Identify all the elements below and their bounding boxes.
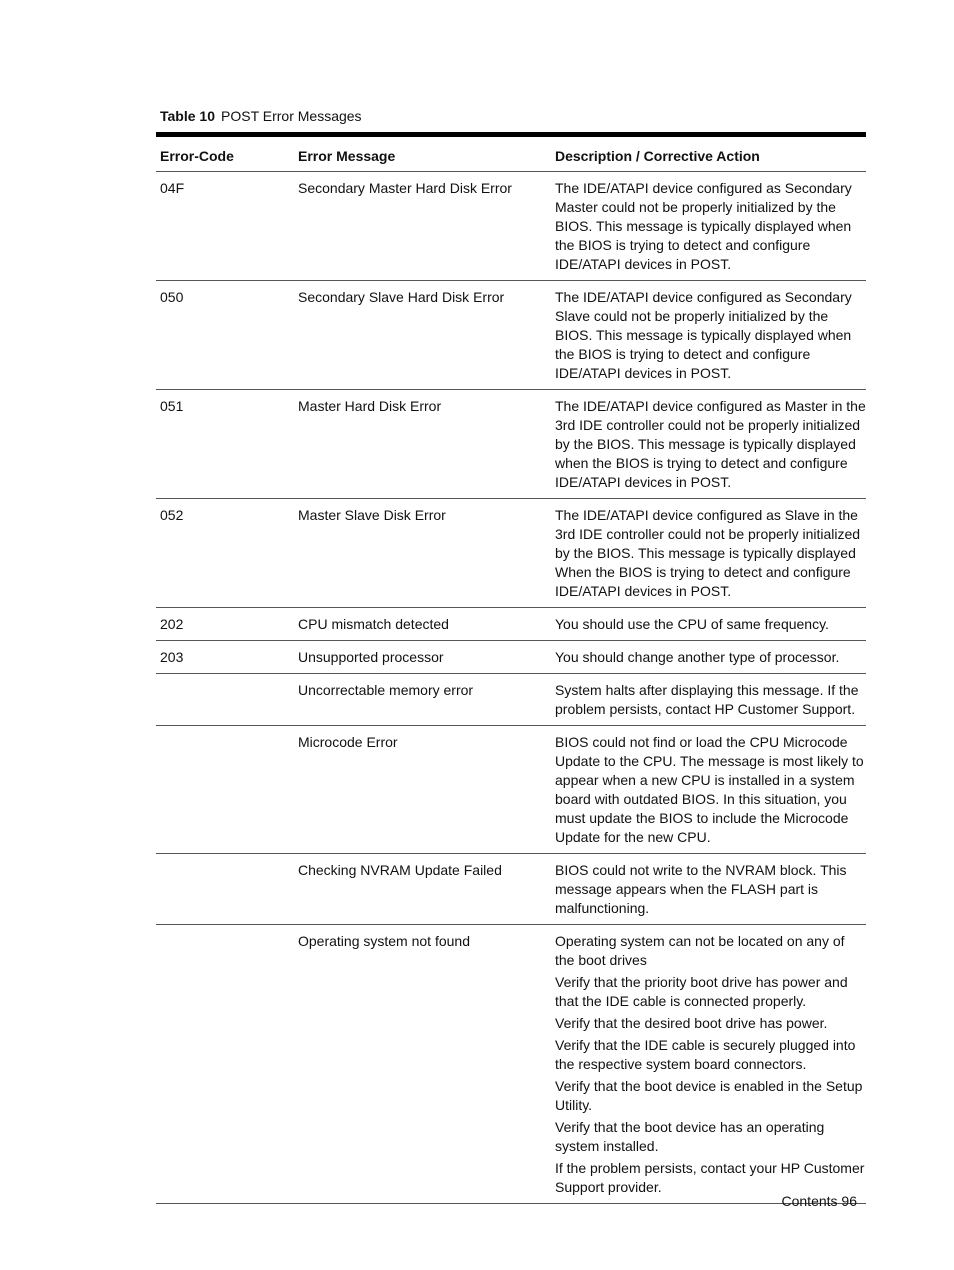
error-message-cell: Checking NVRAM Update Failed [298,862,502,878]
description-cell [551,641,866,673]
error-code-cell: 202 [160,616,184,632]
description-cell [551,726,866,853]
post-error-table [156,132,866,1204]
description-paragraph: You should change another type of processor. [555,649,840,665]
description-cell [551,854,866,924]
description-paragraph: If the problem persists, contact your HP Customer Support provider. [555,1160,865,1195]
header-error-message: Error Message [298,148,396,164]
error-code-cell: 052 [160,507,184,523]
error-message-cell: Microcode Error [298,734,398,750]
error-code-cell [156,726,294,853]
table-body [156,172,866,1204]
table-row [156,674,866,726]
table-row [156,854,866,925]
table-header-row [156,137,866,172]
table-row [156,641,866,674]
description-paragraph: Verify that the boot device has an operating system installed. [555,1119,825,1154]
description-paragraph: BIOS could not find or load the CPU Microcode Update to the CPU. The message is most likely to appear when a new CPU is installed in a system board with outdated BIOS. In this situation, you must update the BIOS to include the Microcode Update for the new CPU. [555,734,864,845]
description-paragraph: The IDE/ATAPI device configured as Master in the 3rd IDE controller could not be properly initialized by the BIOS. This message is typically displayed when the BIOS is trying to detect and configure IDE/ATAPI devices in POST. [555,398,866,490]
description-paragraph: The IDE/ATAPI device configured as Secondary Master could not be properly initialized by the BIOS. This message is typically displayed when the BIOS is trying to detect and configure IDE/ATAPI devices in POST. [555,180,852,272]
table-row [156,390,866,499]
table-caption [160,108,362,124]
table-row [156,925,866,1204]
error-message-cell: Uncorrectable memory error [298,682,474,698]
page-footer: Contents 96 [781,1193,857,1209]
error-code-cell [156,925,294,1203]
table-row [156,499,866,608]
description-paragraph: Verify that the priority boot drive has power and that the IDE cable is connected properly. [555,974,848,1009]
error-message-cell: Master Slave Disk Error [298,507,446,523]
table-row [156,281,866,390]
error-code-cell: 04F [160,180,185,196]
header-description: Description / Corrective Action [555,148,760,164]
description-paragraph: Operating system can not be located on any of the boot drives [555,933,845,968]
table-caption-label: Table 10 [160,108,215,124]
description-cell [551,608,866,640]
error-message-cell: Secondary Slave Hard Disk Error [298,289,505,305]
error-message-cell: Secondary Master Hard Disk Error [298,180,512,196]
table-row [156,172,866,281]
error-message-cell: CPU mismatch detected [298,616,449,632]
table-row [156,608,866,641]
description-paragraph: System halts after displaying this message. If the problem persists, contact HP Customer Support. [555,682,859,717]
error-message-cell: Unsupported processor [298,649,444,665]
description-cell [551,281,866,389]
error-code-cell: 203 [160,649,184,665]
description-cell [551,172,866,280]
description-paragraph: Verify that the IDE cable is securely plugged into the respective system board connectors. [555,1037,856,1072]
description-paragraph: BIOS could not write to the NVRAM block. This message appears when the FLASH part is malfunctioning. [555,862,847,916]
error-code-cell [156,854,294,924]
description-paragraph: Verify that the boot device is enabled in the Setup Utility. [555,1078,863,1113]
description-paragraph: You should use the CPU of same frequency. [555,616,829,632]
description-paragraph: Verify that the desired boot drive has power. [555,1015,828,1031]
error-code-cell: 051 [160,398,184,414]
description-paragraph: The IDE/ATAPI device configured as Slave in the 3rd IDE controller could not be properly initialized by the BIOS. This message is typically displayed When the BIOS is trying to detect and configure IDE/ATAPI devices in POST. [555,507,861,599]
description-cell [551,390,866,498]
description-cell [551,499,866,607]
header-error-code: Error-Code [160,148,234,164]
error-code-cell [156,674,294,725]
table-row [156,726,866,854]
description-cell [551,674,866,725]
description-cell [551,925,866,1203]
description-paragraph: The IDE/ATAPI device configured as Secondary Slave could not be properly initialized by the BIOS. This message is typically displayed when the BIOS is trying to detect and configure IDE/ATAPI devices in POST. [555,289,852,381]
error-message-cell: Master Hard Disk Error [298,398,442,414]
table-caption-title: POST Error Messages [221,108,362,124]
error-code-cell: 050 [160,289,184,305]
error-message-cell: Operating system not found [298,933,470,949]
